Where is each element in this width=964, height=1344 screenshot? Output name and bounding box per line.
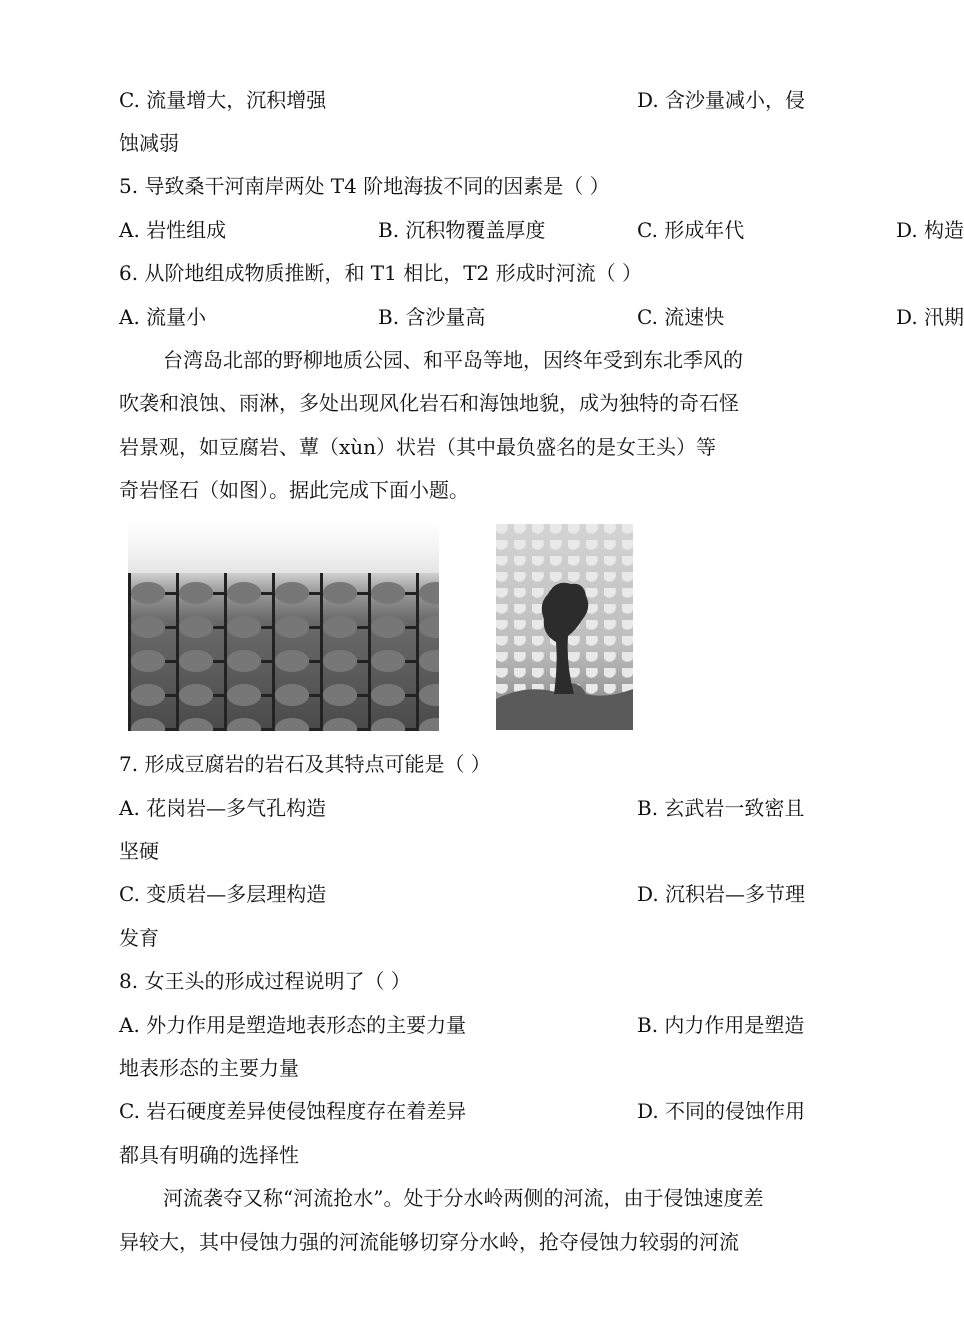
q8-option-c: C. 岩石硬度差异使侵蚀程度存在着差异 [119, 1099, 467, 1123]
q8-option-b: B. 内力作用是塑造 [637, 1013, 805, 1037]
q5-option-c: C. 形成年代 [637, 218, 745, 242]
q8-option-d: D. 不同的侵蚀作用 [637, 1099, 806, 1123]
q5-option-d: D. 构造 [896, 218, 964, 242]
q6-option-a: A. 流量小 [119, 305, 207, 329]
tofu-rock-photo-sky [128, 522, 439, 573]
q7-option-b: B. 玄武岩一致密且 [637, 796, 805, 820]
q8-option-d-continued: 都具有明确的选择性 [119, 1143, 299, 1167]
passage-2-line-2: 异较大，其中侵蚀力强的河流能够切穿分水岭，抢夺侵蚀力较弱的河流 [119, 1230, 739, 1254]
passage-2-line-1: 河流袭夺又称“河流抢水”。处于分水岭两侧的河流，由于侵蚀速度差 [163, 1186, 764, 1210]
queen-head-rock-shape [496, 524, 633, 730]
q4-option-d: D. 含沙量减小，侵 [637, 88, 806, 112]
passage-1-line-1: 台湾岛北部的野柳地质公园、和平岛等地，因终年受到东北季风的 [163, 348, 743, 372]
q6-option-c: C. 流速快 [637, 305, 725, 329]
q7-option-d: D. 沉积岩—多节理 [637, 882, 806, 906]
q8-stem: 8. 女王头的形成过程说明了（ ） [119, 969, 411, 993]
q4-option-d-continued: 蚀减弱 [119, 131, 179, 155]
q6-stem: 6. 从阶地组成物质推断，和 T1 相比，T2 形成时河流（ ） [119, 261, 642, 285]
q8-option-a: A. 外力作用是塑造地表形态的主要力量 [119, 1013, 467, 1037]
q4-option-c: C. 流量增大，沉积增强 [119, 88, 327, 112]
q7-option-a: A. 花岗岩—多气孔构造 [119, 796, 327, 820]
passage-1-line-2: 吹袭和浪蚀、雨淋，多处出现风化岩石和海蚀地貌，成为独特的奇石怪 [119, 391, 739, 415]
passage-1-line-3: 岩景观，如豆腐岩、蕈（xùn）状岩（其中最负盛名的是女王头）等 [119, 435, 717, 459]
q7-stem: 7. 形成豆腐岩的岩石及其特点可能是（ ） [119, 752, 491, 776]
q7-option-d-continued: 发育 [119, 926, 159, 950]
q5-option-a: A. 岩性组成 [119, 218, 227, 242]
q6-option-b: B. 含沙量高 [378, 305, 486, 329]
q8-option-b-continued: 地表形态的主要力量 [119, 1056, 299, 1080]
q7-option-b-continued: 坚硬 [119, 839, 159, 863]
q5-stem: 5. 导致桑干河南岸两处 T4 阶地海拔不同的因素是（ ） [119, 174, 610, 198]
queen-head-rock-photo [496, 524, 633, 730]
passage-1-line-4: 奇岩怪石（如图）。据此完成下面小题。 [119, 478, 469, 502]
q7-option-c: C. 变质岩—多层理构造 [119, 882, 327, 906]
q5-option-b: B. 沉积物覆盖厚度 [378, 218, 546, 242]
q6-option-d: D. 汛期 [896, 305, 964, 329]
tofu-rock-photo [128, 573, 439, 731]
